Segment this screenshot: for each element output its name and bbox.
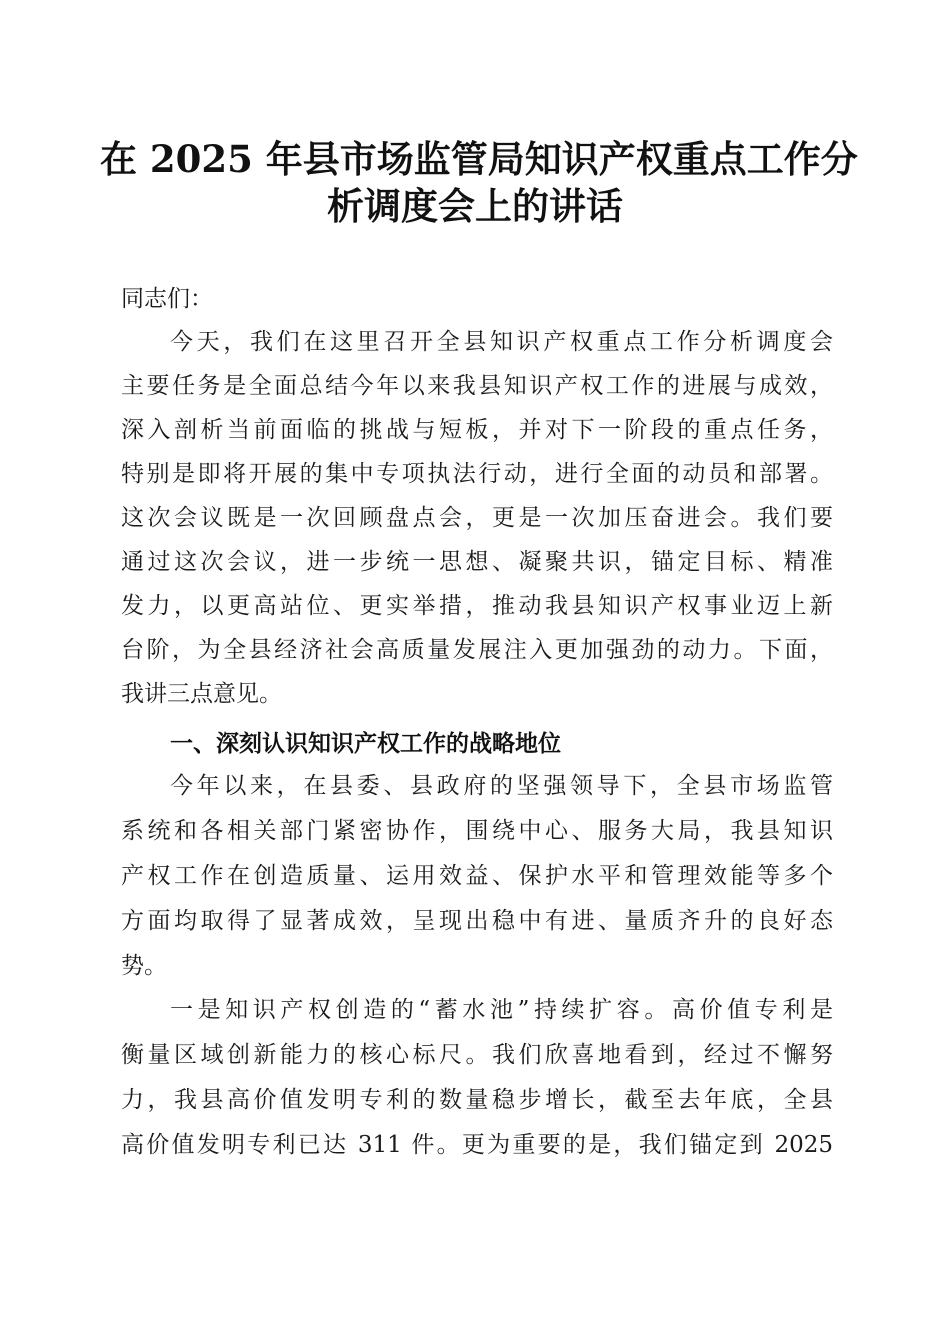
paragraph-line: 今年以来，在县委、县政府的坚强领导下，全县市场监管 (170, 773, 833, 799)
paragraph-line: 台阶，为全县经济社会高质量发展注入更加强劲的动力。下面， (121, 637, 833, 663)
paragraph-line: 力，我县高价值发明专利的数量稳步增长，截至去年底，全县 (121, 1087, 833, 1113)
paragraph-line: 衡量区域创新能力的核心标尺。我们欣喜地看到，经过不懈努 (121, 1042, 833, 1068)
document-title-line-1: 在 2025 年县市场监管局知识产权重点工作分 (100, 137, 858, 181)
paragraph-line: 特别是即将开展的集中专项执法行动，进行全面的动员和部署。 (121, 461, 833, 487)
paragraph-line: 主要任务是全面总结今年以来我县知识产权工作的进展与成效， (121, 373, 833, 399)
salutation: 同志们： (121, 286, 213, 312)
paragraph-line: 今天，我们在这里召开全县知识产权重点工作分析调度会 (170, 329, 833, 355)
section-heading: 一、深刻认识知识产权工作的战略地位 (170, 731, 561, 757)
paragraph-line: 系统和各相关部门紧密协作，围绕中心、服务大局，我县知识 (121, 818, 833, 844)
paragraph-line: 一是知识产权创造的“蓄水池”持续扩容。高价值专利是 (170, 997, 833, 1023)
paragraph-line: 产权工作在创造质量、运用效益、保护水平和管理效能等多个 (121, 863, 833, 889)
paragraph-line: 通过这次会议，进一步统一思想、凝聚共识，锚定目标、精准 (121, 549, 833, 575)
paragraph-line: 我讲三点意见。 (121, 681, 282, 707)
paragraph-line: 这次会议既是一次回顾盘点会，更是一次加压奋进会。我们要 (121, 505, 833, 531)
paragraph-line: 方面均取得了显著成效，呈现出稳中有进、量质齐升的良好态 (121, 908, 833, 934)
paragraph-line: 发力，以更高站位、更实举措，推动我县知识产权事业迈上新 (121, 593, 833, 619)
document-title-line-2: 析调度会上的讲话 (327, 184, 623, 228)
paragraph-line: 势。 (121, 953, 167, 979)
paragraph-line: 深入剖析当前面临的挑战与短板，并对下一阶段的重点任务， (121, 417, 833, 443)
paragraph-line: 高价值发明专利已达 311 件。更为重要的是，我们锚定到 2025 (121, 1132, 833, 1158)
